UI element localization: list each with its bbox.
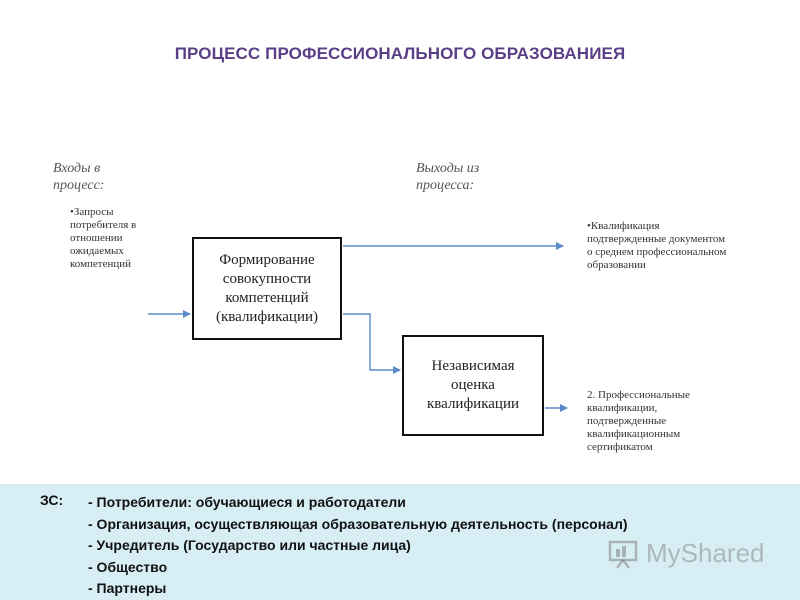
list-item: - Организация, осуществляющая образовательную деятельность (персонал)	[88, 515, 628, 532]
inputs-item: •Запросы потребителя в отношении ожидаемых компетенций	[70, 206, 137, 270]
list-item: - Партнеры	[88, 580, 167, 596]
stakeholders-label: ЗС:	[40, 492, 64, 508]
list-item: - Потребители: обучающиеся и работодатели	[88, 494, 406, 510]
outputs-item-2: 2. Профессиональные квалификации, подтвержденные квалификационным сертификатом	[587, 389, 690, 453]
watermark-text: MyShared	[646, 538, 765, 568]
presentation-icon	[608, 539, 640, 569]
list-item: - Общество	[88, 558, 168, 575]
connector-arrow	[343, 314, 400, 370]
outputs-item-1: •Квалификация подтвержденные документом о среднем профессиональном образовании	[587, 220, 727, 271]
outputs-label: Выходы из процесса:	[416, 161, 480, 193]
page-title: ПРОЦЕСС ПРОФЕССИОНАЛЬНОГО ОБРАЗОВАНИЕЯ	[174, 44, 626, 63]
formation-box-label: Формирование совокупности компетенций (квалификации)	[215, 251, 318, 325]
assessment-box-label: Независимая оценка квалификации	[426, 358, 520, 412]
list-item: - Учредитель (Государство или частные лица)	[88, 537, 411, 553]
stakeholders-list	[88, 492, 628, 600]
watermark	[608, 538, 765, 569]
inputs-label: Входы в процесс:	[53, 161, 105, 193]
